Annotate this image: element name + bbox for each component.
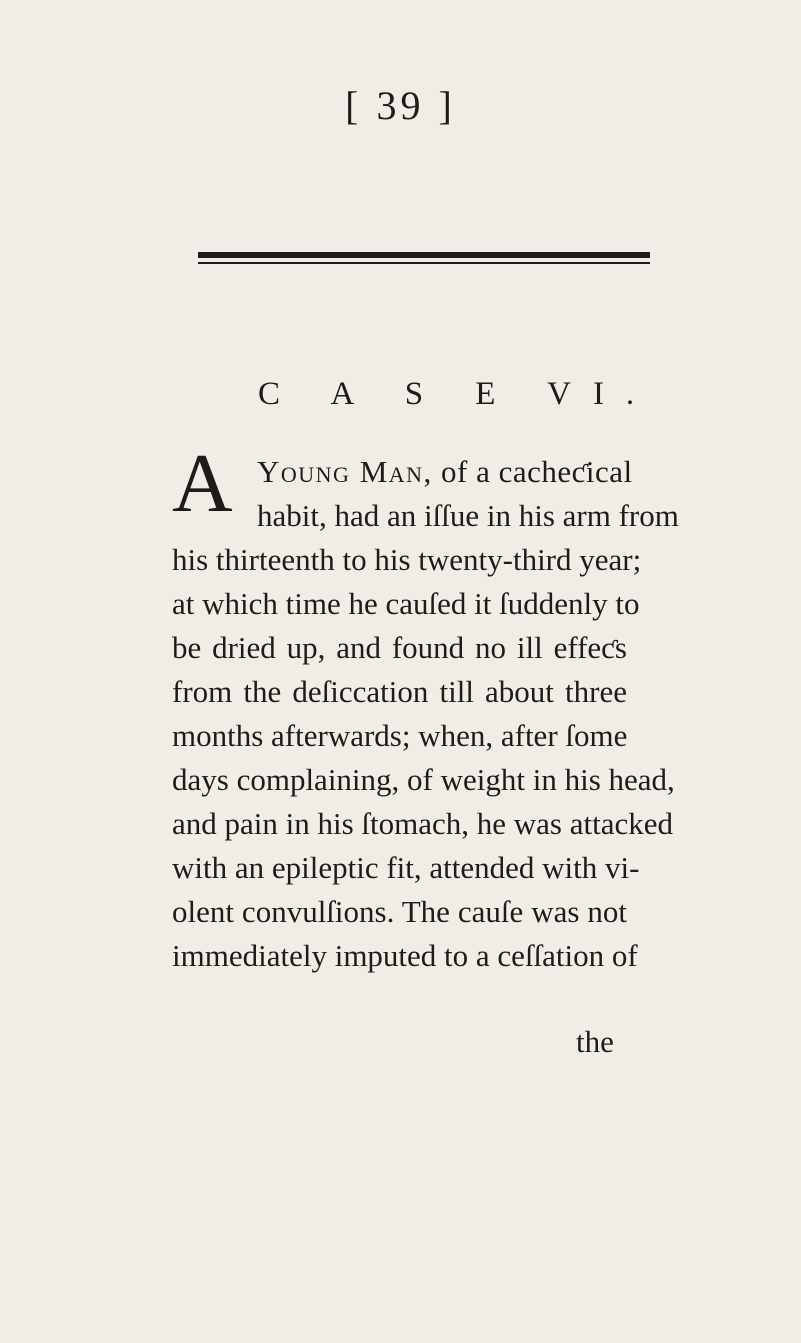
body-line: from the deſiccation till about three — [172, 674, 627, 709]
body-line: be dried up, and found no ill effeƈs — [172, 630, 627, 665]
small-caps-opening: Young Man, — [257, 454, 433, 489]
header-rule-thin — [198, 262, 650, 264]
first-line-rest: of a cacheƈical — [432, 454, 633, 489]
body-line: and pain in his ſtomach, he was attacked — [172, 806, 674, 841]
catchword: the — [576, 1024, 614, 1059]
case-heading: C A S E VI. — [258, 376, 657, 412]
body-line: olent convulſions. The cauſe was not — [172, 894, 627, 929]
body-line: at which time he cauſed it ſuddenly to — [172, 586, 640, 621]
body-line: his thirteenth to his twenty-third year; — [172, 542, 642, 577]
header-rule-thick — [198, 252, 650, 258]
body-line: months afterwards; when, after ſome — [172, 718, 628, 753]
body-line: with an epileptic fit, attended with vi- — [172, 850, 640, 885]
first-text-line — [257, 450, 633, 494]
page-number: [ 39 ] — [345, 83, 456, 128]
body-line: immediately imputed to a ceſſation of — [172, 938, 638, 973]
body-line: days complaining, of weight in his head, — [172, 762, 675, 797]
body-line: habit, had an iſſue in his arm from — [257, 498, 679, 533]
drop-cap: A — [172, 437, 233, 530]
